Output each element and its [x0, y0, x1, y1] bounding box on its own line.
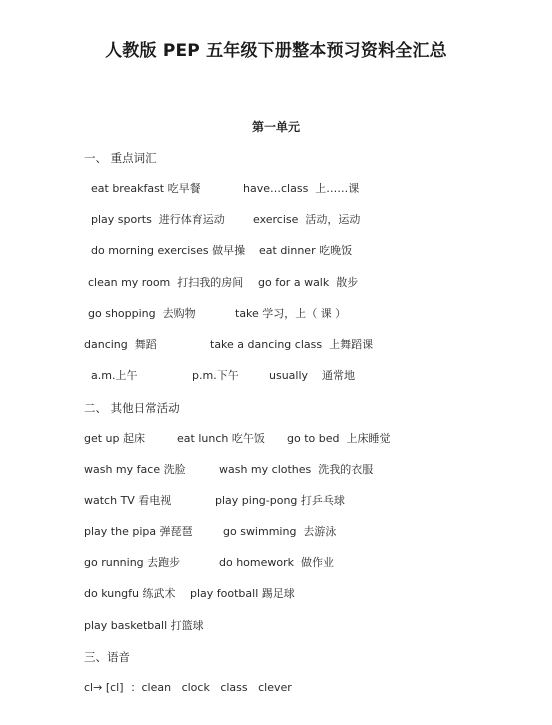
activity-item: do kungfu 练武术 [84, 587, 176, 600]
vocab-item: have…class 上……课 [243, 182, 360, 195]
activity-item: play ping-pong 打乒乓球 [215, 494, 345, 507]
vocab-item: a.m.上午 [91, 369, 138, 382]
activity-item: eat lunch 吃午饭 [177, 432, 265, 445]
activity-item: watch TV 看电视 [84, 494, 172, 507]
vocab-item: go for a walk 散步 [258, 276, 359, 289]
vocab-item: eat breakfast 吃早餐 [91, 182, 201, 195]
vocab-item: exercise 活动，运动 [253, 213, 361, 226]
section-heading-other-activities: 二、 其他日常活动 [84, 401, 180, 415]
activity-item: do homework 做作业 [219, 556, 335, 569]
activity-item: go swimming 去游泳 [223, 525, 337, 538]
vocab-item: take a dancing class 上舞蹈课 [210, 338, 374, 351]
vocab-item: dancing 舞蹈 [84, 338, 157, 351]
vocab-item: p.m.下午 [192, 369, 239, 382]
activity-item: play football 踢足球 [190, 587, 295, 600]
activity-item: get up 起床 [84, 432, 146, 445]
activity-item: play basketball 打篮球 [84, 619, 204, 632]
vocab-item: clean my room 打扫我的房间 [88, 276, 244, 289]
phonics-item: cl→ [cl] ：clean clock class clever [84, 681, 292, 694]
vocab-item: usually 通常地 [269, 369, 356, 382]
vocab-item: do morning exercises 做早操 [91, 244, 246, 257]
activity-item: go to bed 上床睡觉 [287, 432, 391, 445]
activity-item: wash my face 洗脸 [84, 463, 186, 476]
vocab-item: take 学习，上（ 课 ） [235, 307, 347, 320]
activity-item: go running 去跑步 [84, 556, 181, 569]
vocab-item: go shopping 去购物 [88, 307, 196, 320]
activity-item: wash my clothes 洗我的衣服 [219, 463, 374, 476]
section-heading-key-vocabulary: 一、 重点词汇 [84, 151, 157, 165]
vocab-item: play sports 进行体育运动 [91, 213, 225, 226]
unit-title: 第一单元 [251, 120, 300, 134]
activity-item: play the pipa 弹琵琶 [84, 525, 193, 538]
vocab-item: eat dinner 吃晚饭 [259, 244, 353, 257]
section-heading-phonics: 三、语音 [84, 650, 130, 664]
document-title: 人教版 PEP 五年级下册整本预习资料全汇总 [105, 41, 447, 61]
